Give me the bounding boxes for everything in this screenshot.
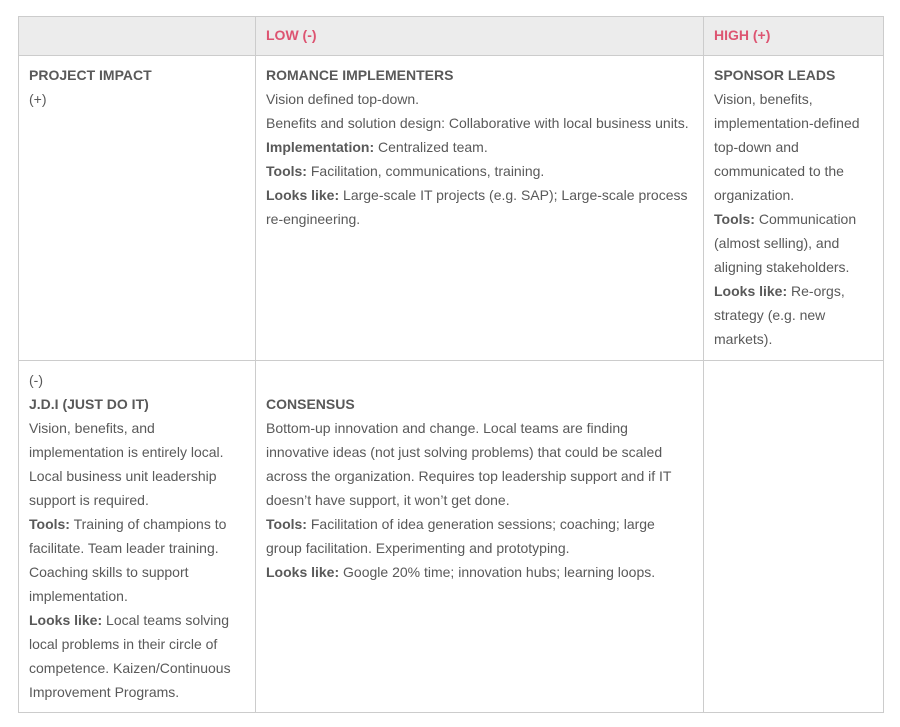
cell-paragraph	[29, 512, 243, 608]
cell-paragraph	[29, 368, 243, 392]
bold-text-segment: Tools:	[29, 516, 70, 532]
cell-paragraph	[29, 87, 243, 111]
header-high-cell: HIGH (+)	[704, 17, 884, 56]
cell-paragraph	[266, 135, 691, 159]
cell-paragraph	[714, 87, 871, 207]
cell-paragraph	[266, 159, 691, 183]
cell-paragraph	[266, 87, 691, 111]
bold-text-segment: ROMANCE IMPLEMENTERS	[266, 67, 454, 83]
bold-text-segment: Looks like:	[714, 283, 788, 299]
header-low-cell: LOW (-)	[256, 17, 704, 56]
bold-text-segment: Tools:	[266, 516, 307, 532]
text-segment: Facilitation of idea generation sessions; coaching; large group facilitation. Experimenting and prototyping.	[266, 516, 655, 556]
bold-text-segment: J.D.I (JUST DO IT)	[29, 396, 149, 412]
text-segment: Vision defined top-down.	[266, 91, 420, 107]
cell-paragraph	[266, 368, 691, 392]
table-row-bottom	[19, 361, 884, 713]
cell-paragraph	[266, 183, 691, 231]
text-segment: (+)	[29, 91, 47, 107]
text-segment: Vision, benefits, and implementation is entirely local. Local business unit leadership support is required.	[29, 420, 224, 508]
text-segment: Large-scale IT projects (e.g. SAP); Large-scale process re-engineering.	[266, 187, 688, 227]
bold-text-segment: PROJECT IMPACT	[29, 67, 152, 83]
cell-paragraph	[266, 512, 691, 560]
text-segment: Centralized team.	[374, 139, 488, 155]
cell-paragraph	[29, 392, 243, 416]
text-segment: Vision, benefits, implementation-defined top-down and communicated to the organization.	[714, 91, 860, 203]
cell-sponsor-leads	[704, 56, 884, 361]
cell-paragraph	[266, 63, 691, 87]
cell-paragraph	[29, 608, 243, 704]
cell-paragraph	[714, 279, 871, 351]
text-segment: Benefits and solution design: Collaborative with local business units.	[266, 115, 689, 131]
bold-text-segment: Tools:	[266, 163, 307, 179]
bold-text-segment: Looks like:	[266, 564, 340, 580]
bold-text-segment: Looks like:	[29, 612, 103, 628]
text-segment: Training of champions to facilitate. Team leader training. Coaching skills to support implementation.	[29, 516, 227, 604]
header-corner-cell	[19, 17, 256, 56]
text-segment: Bottom-up innovation and change. Local teams are finding innovative ideas (not just solving problems) that could be scaled across the organization. Requires top leadership support and if IT doesn’t have support, it won’t get done.	[266, 420, 672, 508]
cell-paragraph	[266, 416, 691, 512]
cell-paragraph	[29, 63, 243, 87]
cell-paragraph	[266, 560, 691, 584]
text-segment: Local teams solving local problems in their circle of competence. Kaizen/Continuous Improvement Programs.	[29, 612, 231, 700]
cell-paragraph	[29, 416, 243, 512]
bold-text-segment: Implementation:	[266, 139, 375, 155]
cell-jdi	[19, 361, 256, 713]
text-segment: Google 20% time; innovation hubs; learning loops.	[339, 564, 656, 580]
cell-paragraph	[266, 392, 691, 416]
cell-project-impact	[19, 56, 256, 361]
bold-text-segment: SPONSOR LEADS	[714, 67, 836, 83]
cell-empty	[704, 361, 884, 713]
cell-paragraph	[266, 111, 691, 135]
bold-text-segment: Tools:	[714, 211, 755, 227]
text-segment: Communication (almost selling), and aligning stakeholders.	[714, 211, 857, 275]
cell-romance-implementers	[256, 56, 704, 361]
cell-paragraph	[714, 207, 871, 279]
cell-paragraph	[714, 63, 871, 87]
text-segment: (-)	[29, 372, 43, 388]
cell-consensus	[256, 361, 704, 713]
bold-text-segment: CONSENSUS	[266, 396, 355, 412]
text-segment: Facilitation, communications, training.	[306, 163, 545, 179]
header-row	[19, 17, 884, 56]
matrix-table	[18, 16, 884, 713]
text-segment: Re-orgs, strategy (e.g. new markets).	[714, 283, 845, 347]
table-row-top	[19, 56, 884, 361]
bold-text-segment: Looks like:	[266, 187, 340, 203]
